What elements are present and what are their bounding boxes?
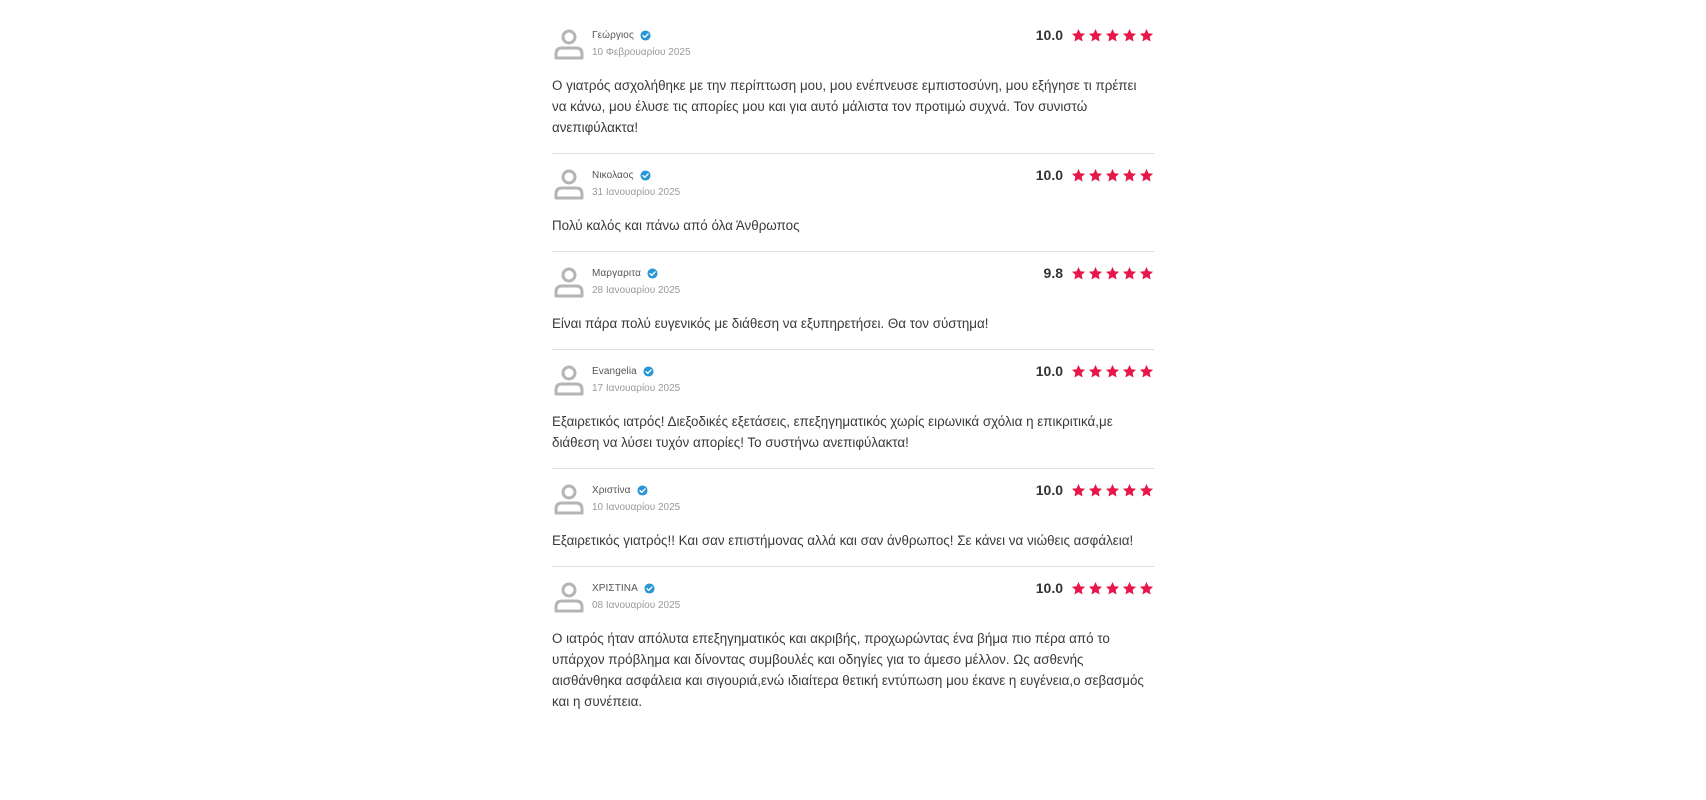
review-header	[552, 264, 1154, 302]
star-icon	[1105, 168, 1120, 183]
star-icon	[1139, 483, 1154, 498]
star-icon	[1139, 28, 1154, 43]
review-text: Εξαιρετικός γιατρός!! Και σαν επιστήμονας αλλά και σαν άνθρωπος! Σε κάνει να νιώθεις ασφάλεια!	[552, 533, 1134, 548]
star-rating	[1069, 168, 1154, 183]
star-icon	[1071, 364, 1086, 379]
star-icon	[1122, 364, 1137, 379]
star-icon	[1122, 168, 1137, 183]
star-icon	[1139, 266, 1154, 281]
reviewer-name: Γεώργιος	[592, 29, 634, 41]
star-icon	[1071, 168, 1086, 183]
review-header	[552, 166, 1154, 204]
star-rating	[1069, 581, 1154, 596]
star-icon	[1071, 483, 1086, 498]
verified-check-icon	[643, 366, 654, 377]
reviewer-info	[592, 266, 680, 296]
review-item	[552, 154, 1154, 252]
reviewer-info	[592, 483, 680, 513]
star-icon	[1122, 483, 1137, 498]
review-text: Εξαιρετικός ιατρός! Διεξοδικές εξετάσεις, επεξηγηματικός χωρίς ειρωνικά σχόλια η επικριτικά,με διάθεση να λύσει τυχόν απορίες! Το συστήνω ανεπιφύλακτα!	[552, 414, 1113, 450]
reviewer-name: Evangelia	[592, 365, 637, 377]
star-icon	[1122, 266, 1137, 281]
verified-check-icon	[640, 30, 651, 41]
rating-score: 10.0	[1035, 27, 1063, 43]
rating-score: 10.0	[1035, 363, 1063, 379]
user-avatar-icon	[552, 363, 586, 397]
star-icon	[1071, 266, 1086, 281]
star-icon	[1139, 364, 1154, 379]
star-rating	[1069, 28, 1154, 43]
review-date: 08 Ιανουαρίου 2025	[592, 600, 681, 611]
verified-check-icon	[640, 170, 651, 181]
star-icon	[1071, 28, 1086, 43]
review-date: 10 Ιανουαρίου 2025	[592, 502, 681, 513]
reviewer-name: Μαργαριτα	[592, 267, 641, 279]
review-text: Είναι πάρα πολύ ευγενικός με διάθεση να εξυπηρετήσει. Θα τον σύστημα!	[552, 316, 989, 331]
reviewer-name: ΧΡΙΣΤΙΝΑ	[592, 582, 638, 594]
review-item	[552, 567, 1154, 727]
review-header	[552, 579, 1154, 617]
review-item	[552, 14, 1154, 154]
review-text: Πολύ καλός και πάνω από όλα Άνθρωπος	[552, 218, 800, 233]
review-item	[552, 252, 1154, 350]
star-icon	[1088, 364, 1103, 379]
reviewer-name: Νικολαος	[592, 169, 634, 181]
star-icon	[1105, 28, 1120, 43]
reviewer-info	[592, 168, 680, 198]
star-icon	[1088, 28, 1103, 43]
user-avatar-icon	[552, 167, 586, 201]
review-item	[552, 350, 1154, 469]
verified-check-icon	[637, 485, 648, 496]
review-header	[552, 362, 1154, 400]
rating	[1044, 264, 1154, 282]
rating	[1036, 166, 1154, 184]
user-avatar-icon	[552, 580, 586, 614]
rating-score: 9.8	[1043, 265, 1063, 281]
star-icon	[1122, 581, 1137, 596]
review-date: 31 Ιανουαρίου 2025	[592, 187, 681, 198]
star-icon	[1088, 581, 1103, 596]
review-date: 17 Ιανουαρίου 2025	[592, 383, 681, 394]
review-text: Ο γιατρός ασχολήθηκε με την περίπτωση μου, μου ενέπνευσε εμπιστοσύνη, μου εξήγησε τι πρέπει να κάνω, μου έλυσε τις απορίες μου και για αυτό μάλιστα τον προτιμώ συχνά. Τον συνιστώ ανεπιφύλακτα!	[552, 78, 1137, 135]
verified-check-icon	[644, 583, 655, 594]
verified-check-icon	[647, 268, 658, 279]
star-icon	[1071, 581, 1086, 596]
star-icon	[1122, 28, 1137, 43]
rating-score: 10.0	[1035, 482, 1063, 498]
reviewer-name: Χριστίνα	[592, 484, 631, 496]
user-avatar-icon	[552, 27, 586, 61]
star-icon	[1088, 483, 1103, 498]
user-avatar-icon	[552, 482, 586, 516]
review-header	[552, 481, 1154, 519]
star-icon	[1139, 168, 1154, 183]
rating	[1036, 579, 1154, 597]
reviewer-info	[592, 28, 691, 58]
rating	[1036, 362, 1154, 380]
star-rating	[1069, 483, 1154, 498]
star-icon	[1088, 266, 1103, 281]
star-icon	[1105, 581, 1120, 596]
review-date: 10 Φεβρουαρίου 2025	[592, 47, 691, 58]
review-item	[552, 469, 1154, 567]
review-date: 28 Ιανουαρίου 2025	[592, 285, 681, 296]
reviewer-info	[592, 364, 680, 394]
star-icon	[1105, 483, 1120, 498]
star-rating	[1069, 364, 1154, 379]
star-icon	[1105, 266, 1120, 281]
user-avatar-icon	[552, 265, 586, 299]
review-text: Ο ιατρός ήταν απόλυτα επεξηγηματικός και ακριβής, προχωρώντας ένα βήμα πιο πέρα από το υπάρχον πρόβλημα και δίνοντας συμβουλές και οδηγίες για το άμεσο μέλλον. Ως ασθενής αισθάνθηκα ασφάλεια και σιγουριά,ενώ ιδιαίτερα θετική εντύπωση μου έκανε η ευγένεια,ο σεβασμός και η συνέπεια.	[552, 631, 1144, 709]
star-icon	[1105, 364, 1120, 379]
reviewer-info	[592, 581, 680, 611]
rating-score: 10.0	[1035, 167, 1063, 183]
star-icon	[1139, 581, 1154, 596]
rating	[1036, 481, 1154, 499]
review-header	[552, 26, 1154, 64]
star-icon	[1088, 168, 1103, 183]
reviews-list	[552, 14, 1154, 727]
star-rating	[1069, 266, 1154, 281]
rating	[1036, 26, 1154, 44]
rating-score: 10.0	[1035, 580, 1063, 596]
